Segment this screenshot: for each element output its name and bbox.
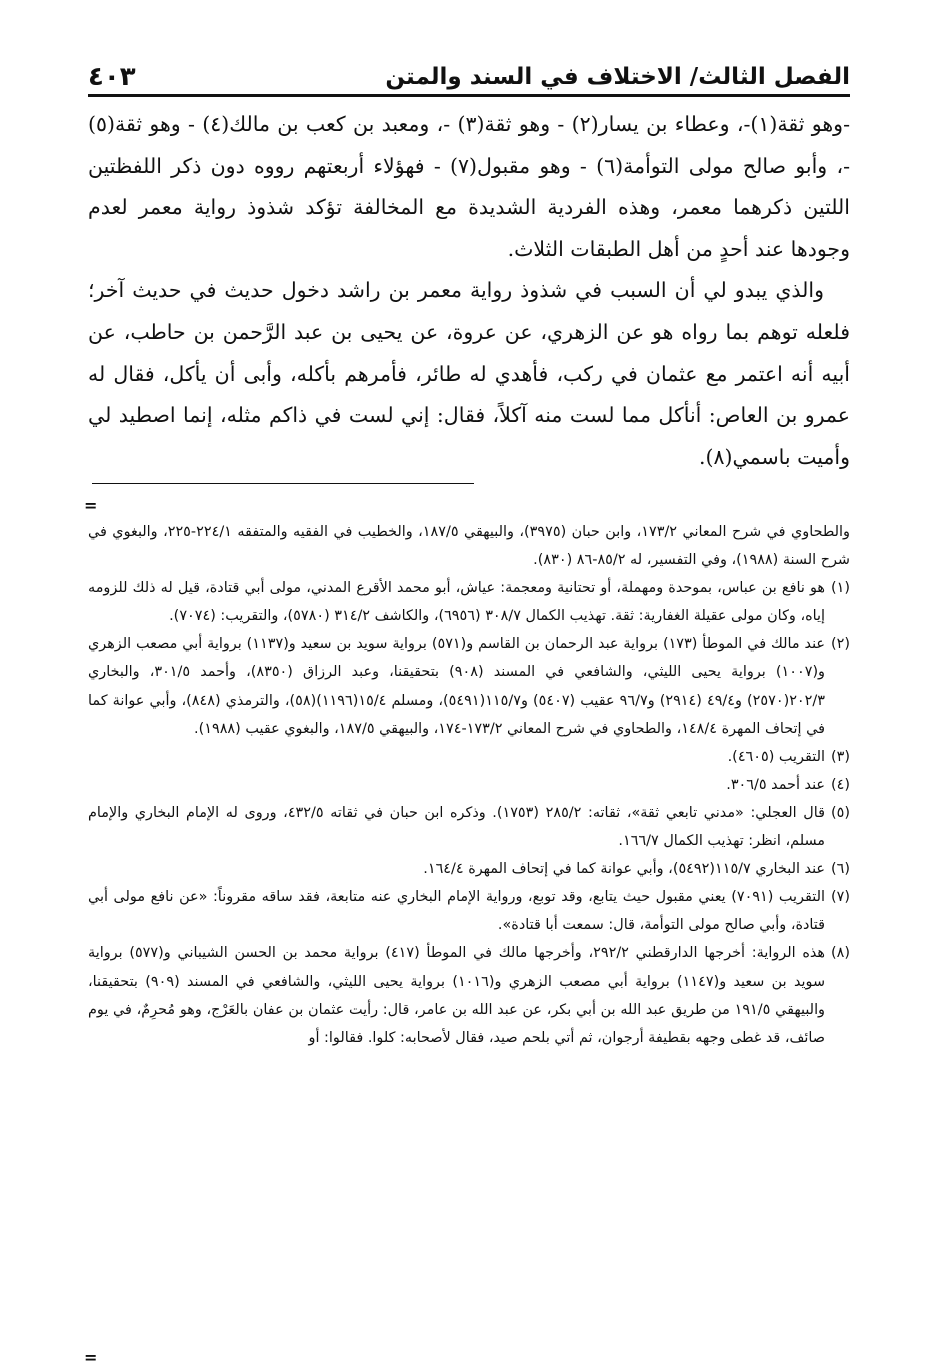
footnote-text: هذه الرواية: أخرجها الدارقطني ٢٩٢/٢، وأخرجها مالك في الموطأ (٤١٧) برواية محمد بن الحسن الشيباني و(٥٧٧) برواية سويد بن سعيد و(١١٤٧) برواية أبي مصعب الزهري و(١٠١٦) برواية يحيى الليثي، والشافعي في المسند (٩٠٩) بتحقيقنا، والبيهقي ١٩١/٥ من طريق عبد الله بن أبي بكر، عن عبد الله بن عامر، قال: رأيت عثمان بن عفان بالعَرْج، وهو مُحرِمٌ، في يوم صائف، قد غطى وجهه بقطيفة أرجوان، ثم أتي بلحم صيد، فقال لأصحابه: كلوا. فقالوا: أو	[88, 945, 826, 1046]
footnote-7	[88, 883, 850, 939]
footnote-number: (٦)	[831, 861, 850, 878]
continuation-marker-bottom: =	[84, 1348, 98, 1367]
body-paragraph-2: والذي يبدو لي أن السبب في شذوذ رواية معمر بن راشد دخول حديث في حديث آخر؛ فلعله توهم بما رواه هو عن الزهري، عن عروة، عن يحيى بن عبد الرَّحمن بن حاطب، عن أبيه أنه اعتمر مع عثمان في ركب، فأهدي له طائر، فأمرهم بأكله، وأبى أن يأكل، فقال له عمرو بن العاص: أنأكل مما لست منه آكلاً، فقال: إني لست في ذاكم مثله، إنما اصطيد لي وأميت باسمي(٨).	[88, 278, 850, 469]
continuation-marker-top: =	[84, 496, 98, 515]
footnote-4	[88, 771, 850, 799]
footnote-number: (٤)	[831, 776, 850, 793]
footnote-6	[88, 855, 850, 883]
footnote-5	[88, 799, 850, 855]
footnote-2	[88, 630, 850, 742]
running-header	[88, 54, 850, 97]
footnotes	[88, 518, 850, 1052]
footnote-3	[88, 743, 850, 771]
footnote-text: عند البخاري ١١٥/٧(٥٤٩٢)، وأبي عوانة كما في إتحاف المهرة ١٦٤/٤.	[423, 861, 826, 878]
footnote-number: (٥)	[831, 804, 850, 821]
footnote-number: (٣)	[831, 748, 850, 765]
footnote-1	[88, 574, 850, 630]
footnote-continuation: والطحاوي في شرح المعاني ١٧٣/٢، وابن حبان (٣٩٧٥)، والبيهقي ١٨٧/٥، والخطيب في الفقيه والمتفقه ٢٢٤/١-٢٢٥، والبغوي في شرح السنة (١٩٨٨)، وفي التفسير، له ٨٥/٢-٨٦ (٨٣٠).	[88, 524, 850, 569]
footnote-text: التقريب (٤٦٠٥).	[727, 748, 826, 765]
footnote-number: (٨)	[831, 945, 850, 962]
footnote-8	[88, 939, 850, 1051]
footnote-text: عند أحمد ٣٠٦/٥.	[726, 776, 826, 793]
footnote-separator	[92, 483, 474, 484]
page-number: ٤٠٣	[88, 62, 136, 92]
footnote-text: قال العجلي: «مدني تابعي ثقة»، ثقاته: ٢٨٥/٢ (١٧٥٣). وذكره ابن حبان في ثقاته ٤٣٢/٥، وروى له الإمام البخاري والإمام مسلم، انظر: تهذيب الكمال ١٦٦/٧.	[88, 804, 826, 850]
footnote-number: (١)	[831, 580, 850, 597]
footnote-text: هو نافع بن عباس، بموحدة ومهملة، أو تحتانية ومعجمة: عياش، أبو محمد الأقرع المدني، مولى أبي قتادة، قيل له ذلك للزومه إياه، وكان مولى عقيلة الغفارية: ثقة. تهذيب الكمال ٣٠٨/٧ (٦٩٥٦)، والكاشف ٣١٤/٢ (٥٧٨٠)، والتقريب: (٧٠٧٤).	[88, 580, 826, 625]
footnote-text: التقريب (٧٠٩١) يعني مقبول حيث يتابع، وقد توبع، ورواية الإمام البخاري عنه متابعة، فقد ساقه مقروناً: «عن نافع مولى أبي قتادة، وأبي صالح مولى التوأمة، قال: سمعت أبا قتادة».	[88, 889, 826, 934]
chapter-title: الفصل الثالث/ الاختلاف في السند والمتن	[385, 64, 850, 90]
footnote-number: (٢)	[831, 636, 850, 653]
footnote-text: عند مالك في الموطأ (١٧٣) برواية عبد الرحمان بن القاسم و(٥٧١) برواية سويد بن سعيد و(١١٣٧) برواية أبي مصعب الزهري و(١٠٠٧) برواية يحيى الليثي، والشافعي في المسند (٩٠٨) بتحقيقنا، وعبد الرزاق (٨٣٥٠)، وأحمد ٣٠١/٥، والبخاري ٢٠٢/٣(٢٥٧٠) و٤٩/٤ (٢٩١٤) و٩٦/٧ عقيب (٥٤٠٧) و١١٥/٧(٥٤٩١)، ومسلم ١٥/٤(١١٩٦)(٥٨)، والترمذي (٨٤٨)، وأبي عوانة كما في إتحاف المهرة ١٤٨/٤، والطحاوي في شرح المعاني ١٧٣/٢-١٧٤، والبيهقي ١٨٧/٥، والبغوي عقيب (١٩٨٨).	[88, 636, 826, 737]
main-text	[88, 104, 850, 478]
footnote-number: (٧)	[831, 889, 850, 906]
body-paragraph-1: -وهو ثقة(١)-، وعطاء بن يسار(٢) - وهو ثقة(٣) -، ومعبد بن كعب بن مالك(٤) - وهو ثقة(٥) -، وأبو صالح مولى التوأمة(٦) - وهو مقبول(٧) - فهؤلاء أربعتهم رووه دون ذكر اللفظتين اللتين ذكرهما معمر، وهذه الفردية الشديدة مع المخالفة تؤكد شذوذ رواية معمر لعدم وجودها عند أحدٍ من أهل الطبقات الثلاث.	[88, 112, 851, 261]
